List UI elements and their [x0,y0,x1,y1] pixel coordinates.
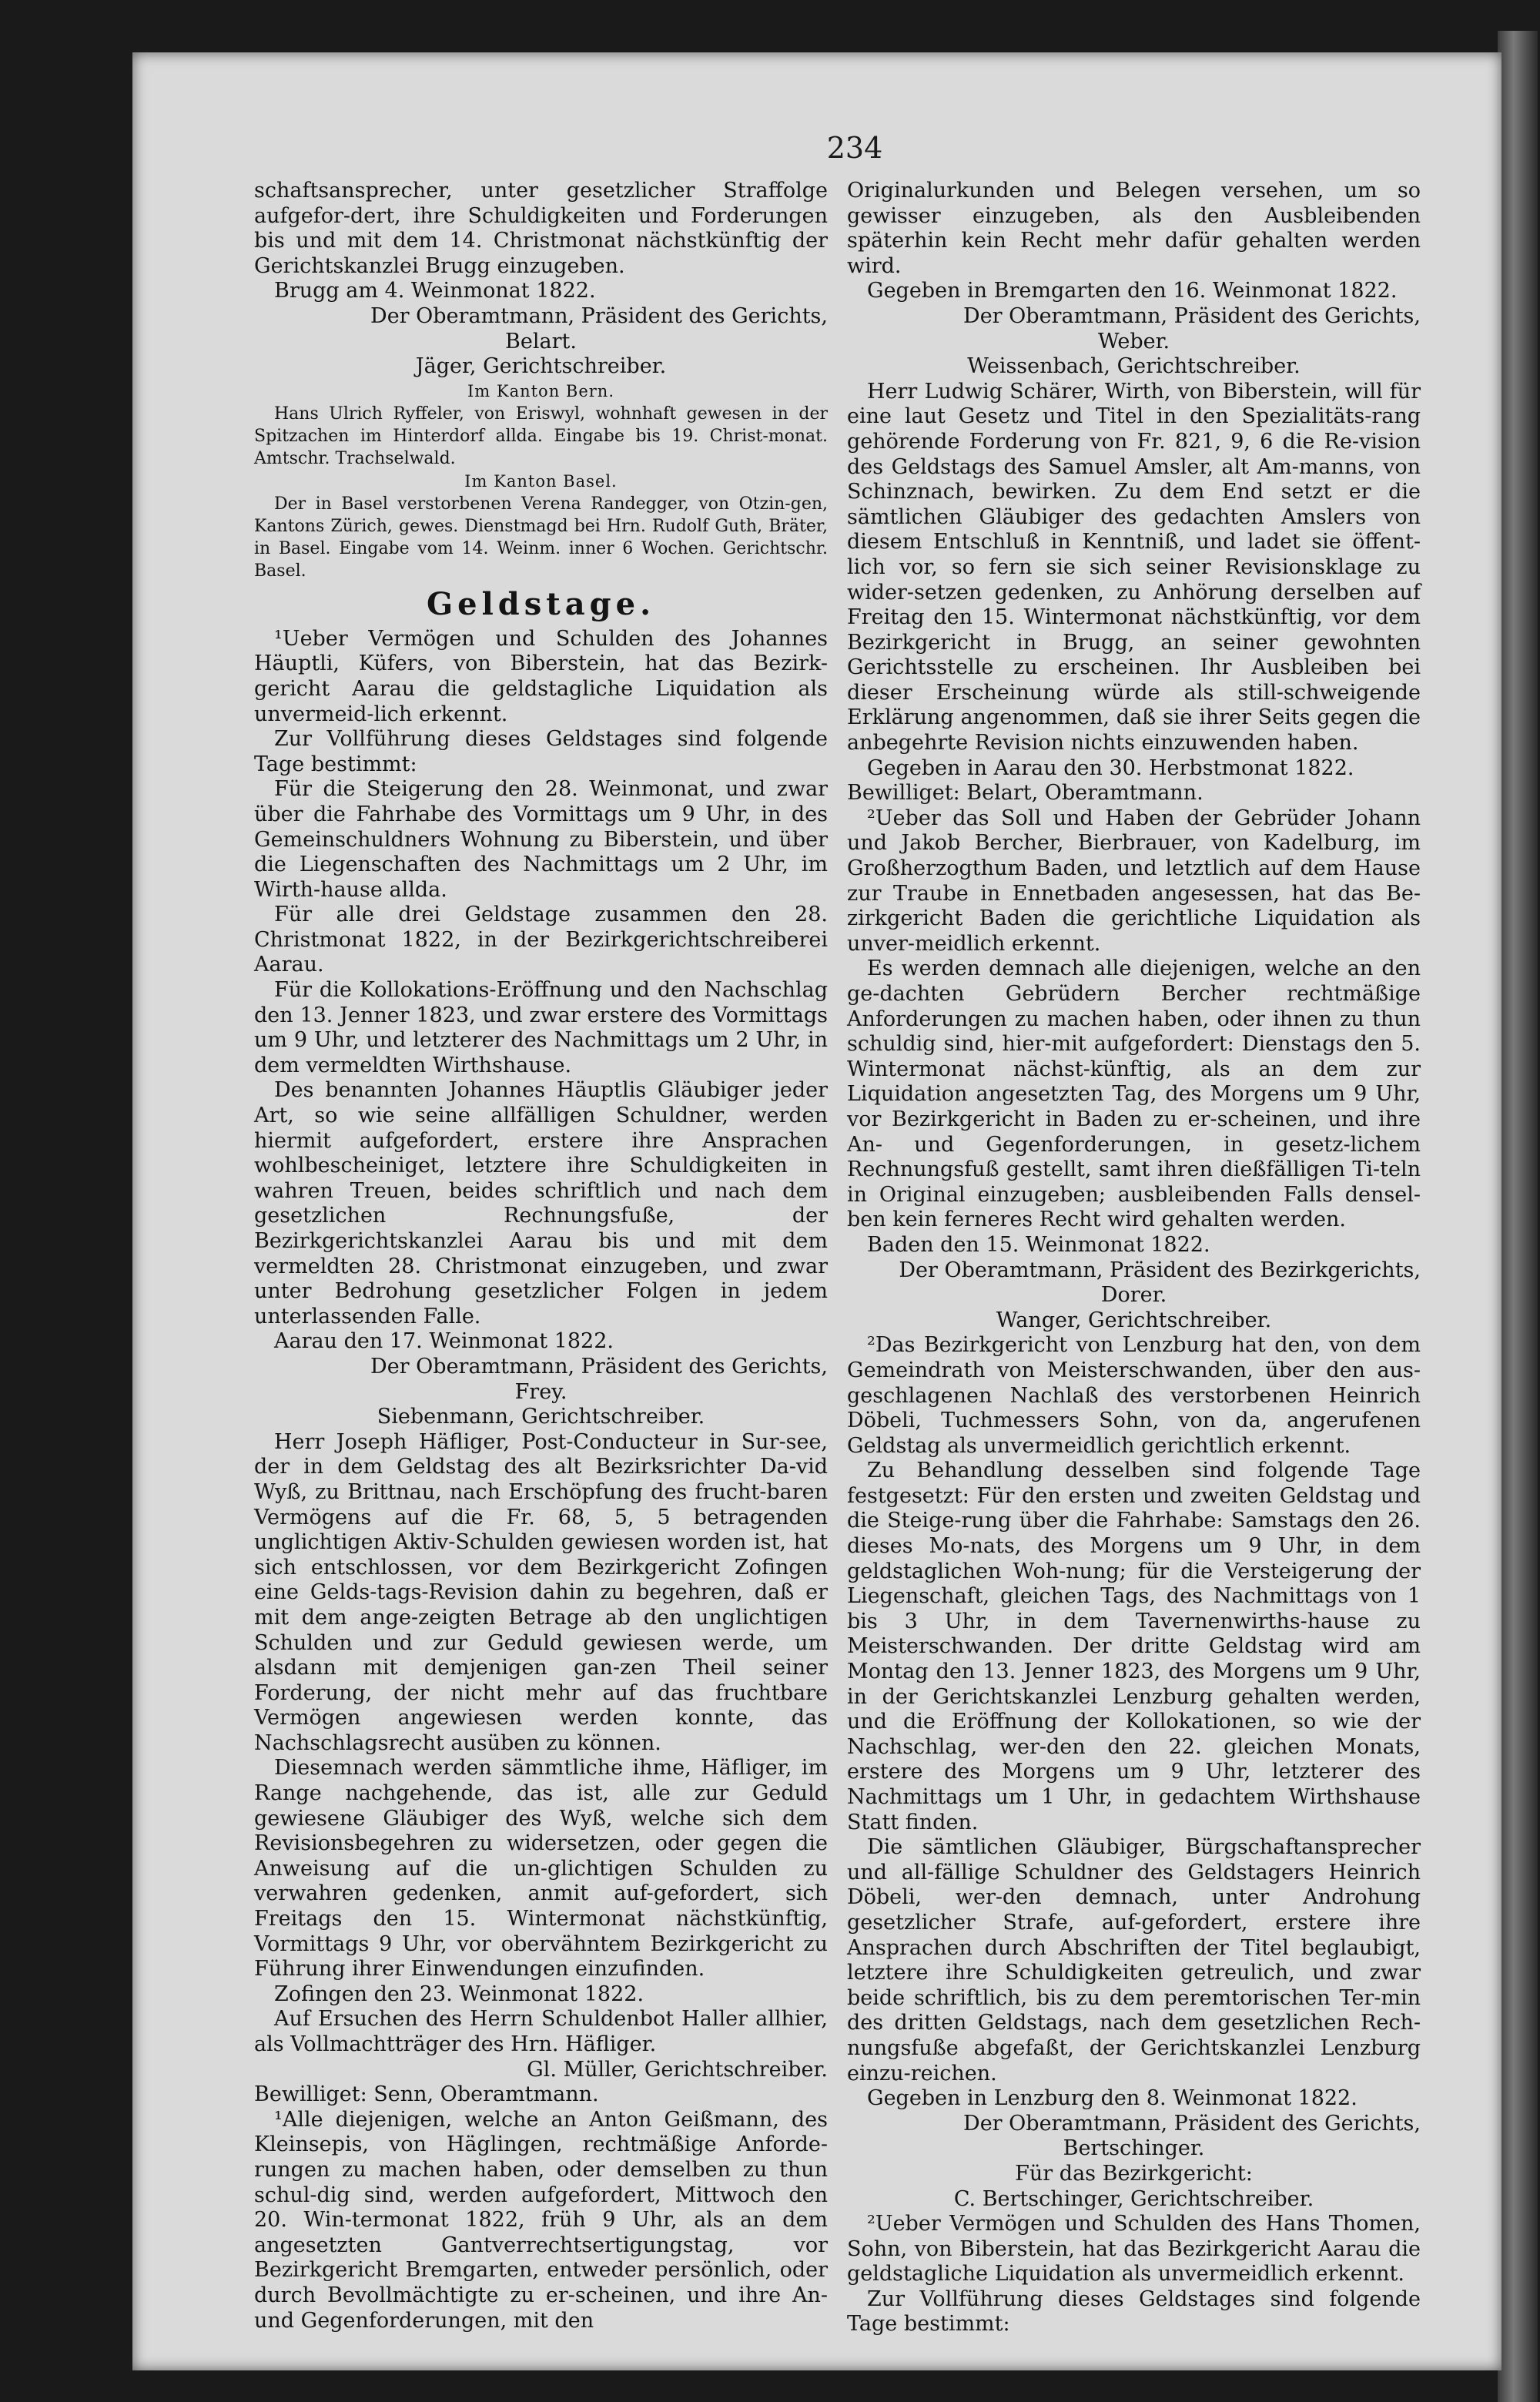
right-column-paragraph: Weber. [1097,329,1170,353]
right-column-paragraph: Für das Bezirkgericht: [1015,2161,1253,2186]
right-column-paragraph: Wanger, Gerichtschreiber. [996,1308,1272,1332]
right-column-paragraph: Es werden demnach alle diejenigen, welche an den ge-dachten Gebrüdern Bercher rechtmäßige Anforderungen zu machen haben, oder ihnen zu thun schuldig sind, hier-mit aufgefordert: Dienstags den 5. Wintermonat nächst-künftig, als an dem zur Liquidation angesetzten Tag, des Morgens um 9 Uhr, vor Bezirkgericht in Baden zu er-scheinen, und ihre An- und Gegenforderungen, in gesetz-lichem Rechnungsfuß gestellt, samt ihren dießfälligen Ti-teln in Original einzugeben; ausbleibenden Falls densel-ben kein ferneres Recht wird gehalten werden. [847,956,1421,1232]
right-column [847,179,1421,2337]
left-column-paragraph: Auf Ersuchen des Herrn Schuldenbot Haller allhier, als Vollmachtträger des Hrn. Häfliger. [254,2007,828,2056]
right-column-paragraph: Originalurkunden und Belegen versehen, um so gewisser einzugeben, als den Ausbleibenden späterhin kein Recht mehr dafür gehalten werden wird. [847,179,1421,278]
left-column-paragraph: ¹Alle diejenigen, welche an Anton Geißmann, des Kleinsepis, von Häglingen, rechtmäßige Anforde-rungen zu machen haben, oder demselben zu thun schul-dig sind, werden aufgefordert, Mittwoch den 20. Win-termonat 1822, früh 9 Uhr, als an dem angesetzten Gantverrechtsertigungstag, vor Bezirkgericht Bremgarten, entweder persönlich, oder durch Bevollmächtigte zu er-scheinen, und ihre An- und Gegenforderungen, mit den [254,2107,828,2333]
left-column-paragraph: Im Kanton Basel. [464,471,618,491]
right-column-paragraph: Der Oberamtmann, Präsident des Bezirkgerichts, [899,1258,1421,1282]
left-column-paragraph: Jäger, Gerichtschreiber. [415,354,667,379]
left-column-paragraph: Frey. [514,1379,567,1404]
right-column-paragraph: C. Bertschinger, Gerichtschreiber. [953,2186,1314,2211]
right-column-paragraph: Gegeben in Bremgarten den 16. Weinmonat 1822. [867,279,1398,303]
left-column-paragraph: Hans Ulrich Ryffeler, von Eriswyl, wohnhaft gewesen in der Spitzachen im Hinterdorf allda. Eingabe bis 19. Christ-monat. Amtschr. Trachselwald. [254,404,828,468]
left-column-paragraph: Für alle drei Geldstage zusammen den 28. Christmonat 1822, in der Bezirkgerichtschreiberei Aarau. [254,903,828,977]
left-column-paragraph: Gl. Müller, Gerichtschreiber. [527,2057,828,2082]
right-column-paragraph: Baden den 15. Weinmonat 1822. [867,1232,1210,1257]
left-column-paragraph: Herr Joseph Häfliger, Post-Conducteur in Sur-see, der in dem Geldstag des alt Bezirksrichter Da-vid Wyß, zu Brittnau, nach Erschöpfung des frucht-baren Vermögens auf die Fr. 68, 5, 5 betragenden unglichtigen Aktiv-Schulden gewiesen worden ist, hat sich entschlossen, vor dem Bezirkgericht Zofingen eine Gelds-tags-Revision dahin zu begehren, daß er mit dem ange-zeigten Betrage ab den unglichtigen Schulden und zur Geduld gewiesen werde, um alsdann mit demjenigen gan-zen Theil seiner Forderung, der nicht mehr auf das fruchtbare Vermögen angewiesen werden konnte, das Nachschlagsrecht ausüben zu können. [254,1429,828,1755]
book-edge [1498,31,1538,2402]
left-column-paragraph: Belart. [505,329,577,353]
left-column-paragraph: Zofingen den 23. Weinmonat 1822. [274,1982,644,2006]
left-column-paragraph: Der Oberamtmann, Präsident des Gerichts, [370,1354,828,1379]
left-column-paragraph: Im Kanton Bern. [467,381,614,400]
left-column-paragraph: Siebenmann, Gerichtschreiber. [377,1405,705,1429]
right-column-paragraph: ²Ueber das Soll und Haben der Gebrüder Johann und Jakob Bercher, Bierbrauer, von Kadelburg, im Großherzogthum Baden, und letztlich auf dem Hause zur Traube in Ennetbaden angesessen, hat das Be-zirkgericht Baden die gerichtliche Liquidation als unver-meidlich erkennt. [847,806,1421,956]
left-column-paragraph: ¹Ueber Vermögen und Schulden des Johannes Häuptli, Küfers, von Biberstein, hat das Bezirk-gericht Aarau die geldstagliche Liquidation als unvermeid-lich erkennt. [254,626,828,726]
left-column-paragraph: Der in Basel verstorbenen Verena Randegger, von Otzin-gen, Kantons Zürich, gewes. Dienstmagd bei Hrn. Rudolf Guth, Bräter, in Basel. Eingabe vom 14. Weinm. inner 6 Wochen. Gerichtschr. Basel. [254,494,828,581]
left-column-paragraph: Bewilliget: Senn, Oberamtmann. [254,2082,599,2107]
left-column-paragraph: schaftsansprecher, unter gesetzlicher Straffolge aufgefor-dert, ihre Schuldigkeiten und Forderungen bis und mit dem 14. Christmonat nächstkünftig der Gerichtskanzlei Brugg einzugeben. [254,179,828,278]
left-column [254,179,828,2333]
right-column-paragraph: Weissenbach, Gerichtschreiber. [967,354,1301,379]
page-number: 234 [826,131,883,165]
right-column-paragraph: ²Ueber Vermögen und Schulden des Hans Thomen, Sohn, von Biberstein, hat das Bezirkgericht Aarau die geldstagliche Liquidation als unvermeidlich erkennt. [847,2212,1421,2286]
left-column-paragraph: Für die Steigerung den 28. Weinmonat, und zwar über die Fahrhabe des Vormittags um 9 Uhr, in des Gemeinschuldners Wohnung zu Biberstein, und über die Liegenschaften des Nachmittags um 2 Uhr, im Wirth-hause allda. [254,777,828,902]
right-column-paragraph: Gegeben in Lenzburg den 8. Weinmonat 1822. [867,2086,1358,2111]
right-column-paragraph: Bewilliget: Belart, Oberamtmann. [847,781,1204,806]
left-column-paragraph: Zur Vollführung dieses Geldstages sind folgende Tage bestimmt: [254,727,828,776]
left-column-paragraph: Diesemnach werden sämmtliche ihme, Häfliger, im Range nachgehende, das ist, alle zur Geduld gewiesene Gläubiger des Wyß, welche sich dem Revisionsbegehren zu widersetzen, oder gegen die Anweisung auf die un-glichtigen Schulden zu verwahren gedenken, anmit auf-gefordert, sich Freitags den 15. Wintermonat nächstkünftig, Vormittags 9 Uhr, vor obervähntem Bezirkgericht zu Führung ihrer Einwendungen einzufinden. [254,1756,828,1982]
left-column-paragraph: Für die Kollokations-Eröffnung und den Nachschlag den 13. Jenner 1823, und zwar erstere des Vormittags um 9 Uhr, und letzterer des Nachmittags um 2 Uhr, in dem vermeldten Wirthshause. [254,978,828,1077]
right-column-paragraph: ²Das Bezirkgericht von Lenzburg hat den, von dem Gemeindrath von Meisterschwanden, über den aus-geschlagenen Nachlaß des verstorbenen Heinrich Döbeli, Tuchmessers Sohn, von da, angerufenen Geldstag als unvermeidlich gerichtlich erkennt. [847,1333,1421,1458]
left-column-paragraph: Der Oberamtmann, Präsident des Gerichts, [370,303,828,328]
right-column-paragraph: Die sämtlichen Gläubiger, Bürgschaftansprecher und all-fällige Schuldner des Geldstagers Heinrich Döbeli, wer-den demnach, unter Androhung gesetzlicher Strafe, auf-gefordert, erstere ihre Ansprachen durch Abschriften der Titel beglaubigt, letztere ihre Schuldigkeiten getreulich, und zwar beide schriftlich, bis zu dem peremtorischen Ter-min des dritten Geldstags, nach dem gesetzlichen Rech-nungsfuße abgefaßt, der Gerichtskanzlei Lenzburg einzu-reichen. [847,1835,1421,2085]
right-column-paragraph: Gegeben in Aarau den 30. Herbstmonat 1822. [867,755,1354,780]
right-column-paragraph: Zur Vollführung dieses Geldstages sind folgende Tage bestimmt: [847,2286,1421,2337]
right-column-paragraph: Der Oberamtmann, Präsident des Gerichts, [963,2111,1421,2136]
right-column-paragraph: Herr Ludwig Schärer, Wirth, von Biberstein, will für eine laut Gesetz und Titel in den Spezialitäts-rang gehörende Forderung von Fr. 821, 9, 6 die Re-vision des Geldstags des Samuel Amsler, alt Am-manns, von Schinznach, bewirken. Zu dem End setzt er die sämtlichen Gläubiger des gedachten Amslers von diesem Entschluß in Kenntniß, und ladet sie öffent-lich vor, so fern sie sich seiner Revisionsklage zu wider-setzen gedenken, zu Anhörung derselben auf Freitag den 15. Wintermonat nächstkünftig, vor dem Bezirkgericht in Brugg, an seiner gewohnten Gerichtsstelle zu erscheinen. Ihr Ausbleiben bei dieser Erscheinung würde als still-schweigende Erklärung angenommen, daß sie ihrer Seits gegen die anbegehrte Revision nichts einzuwenden haben. [847,379,1421,755]
left-column-paragraph: Geldstage. [426,585,656,622]
left-column-paragraph: Brugg am 4. Weinmonat 1822. [274,279,596,303]
left-column-paragraph: Des benannten Johannes Häuptlis Gläubiger jeder Art, so wie seine allfälligen Schuldner, werden hiermit aufgefordert, erstere ihre Ansprachen wohlbescheiniget, letztere ihre Schuldigkeiten in wahren Treuen, beides schriftlich und nach dem gesetzlichen Rechnungsfuße, der Bezirkgerichtskanzlei Aarau bis und mit dem vermeldten 28. Christmonat einzugeben, und zwar unter Bedrohung gesetzlicher Folgen in jedem unterlassenden Falle. [254,1078,828,1328]
right-column-paragraph: Zu Behandlung desselben sind folgende Tage festgesetzt: Für den ersten und zweiten Geldstag und die Steige-rung über die Fahrhabe: Samstags den 26. dieses Mo-nats, des Morgens um 9 Uhr, in dem geldstaglichen Woh-nung; für die Versteigerung der Liegenschaft, gleichen Tags, des Nachmittags von 1 bis 3 Uhr, in dem Tavernenwirths-hause zu Meisterschwanden. Der dritte Geldstag wird am Montag den 13. Jenner 1823, des Morgens um 9 Uhr, in der Gerichtskanzlei Lenzburg gehalten werden, und die Eröffnung der Kollokationen, so wie der Nachschlag, wer-den den 22. gleichen Monats, erstere des Morgens um 9 Uhr, letzterer des Nachmittags um 1 Uhr, in gedachtem Wirthshause Statt finden. [847,1459,1421,1834]
left-column-paragraph: Aarau den 17. Weinmonat 1822. [274,1329,614,1354]
right-column-paragraph: Dorer. [1100,1283,1167,1308]
right-column-paragraph: Der Oberamtmann, Präsident des Gerichts, [963,303,1421,328]
right-column-paragraph: Bertschinger. [1063,2136,1205,2161]
